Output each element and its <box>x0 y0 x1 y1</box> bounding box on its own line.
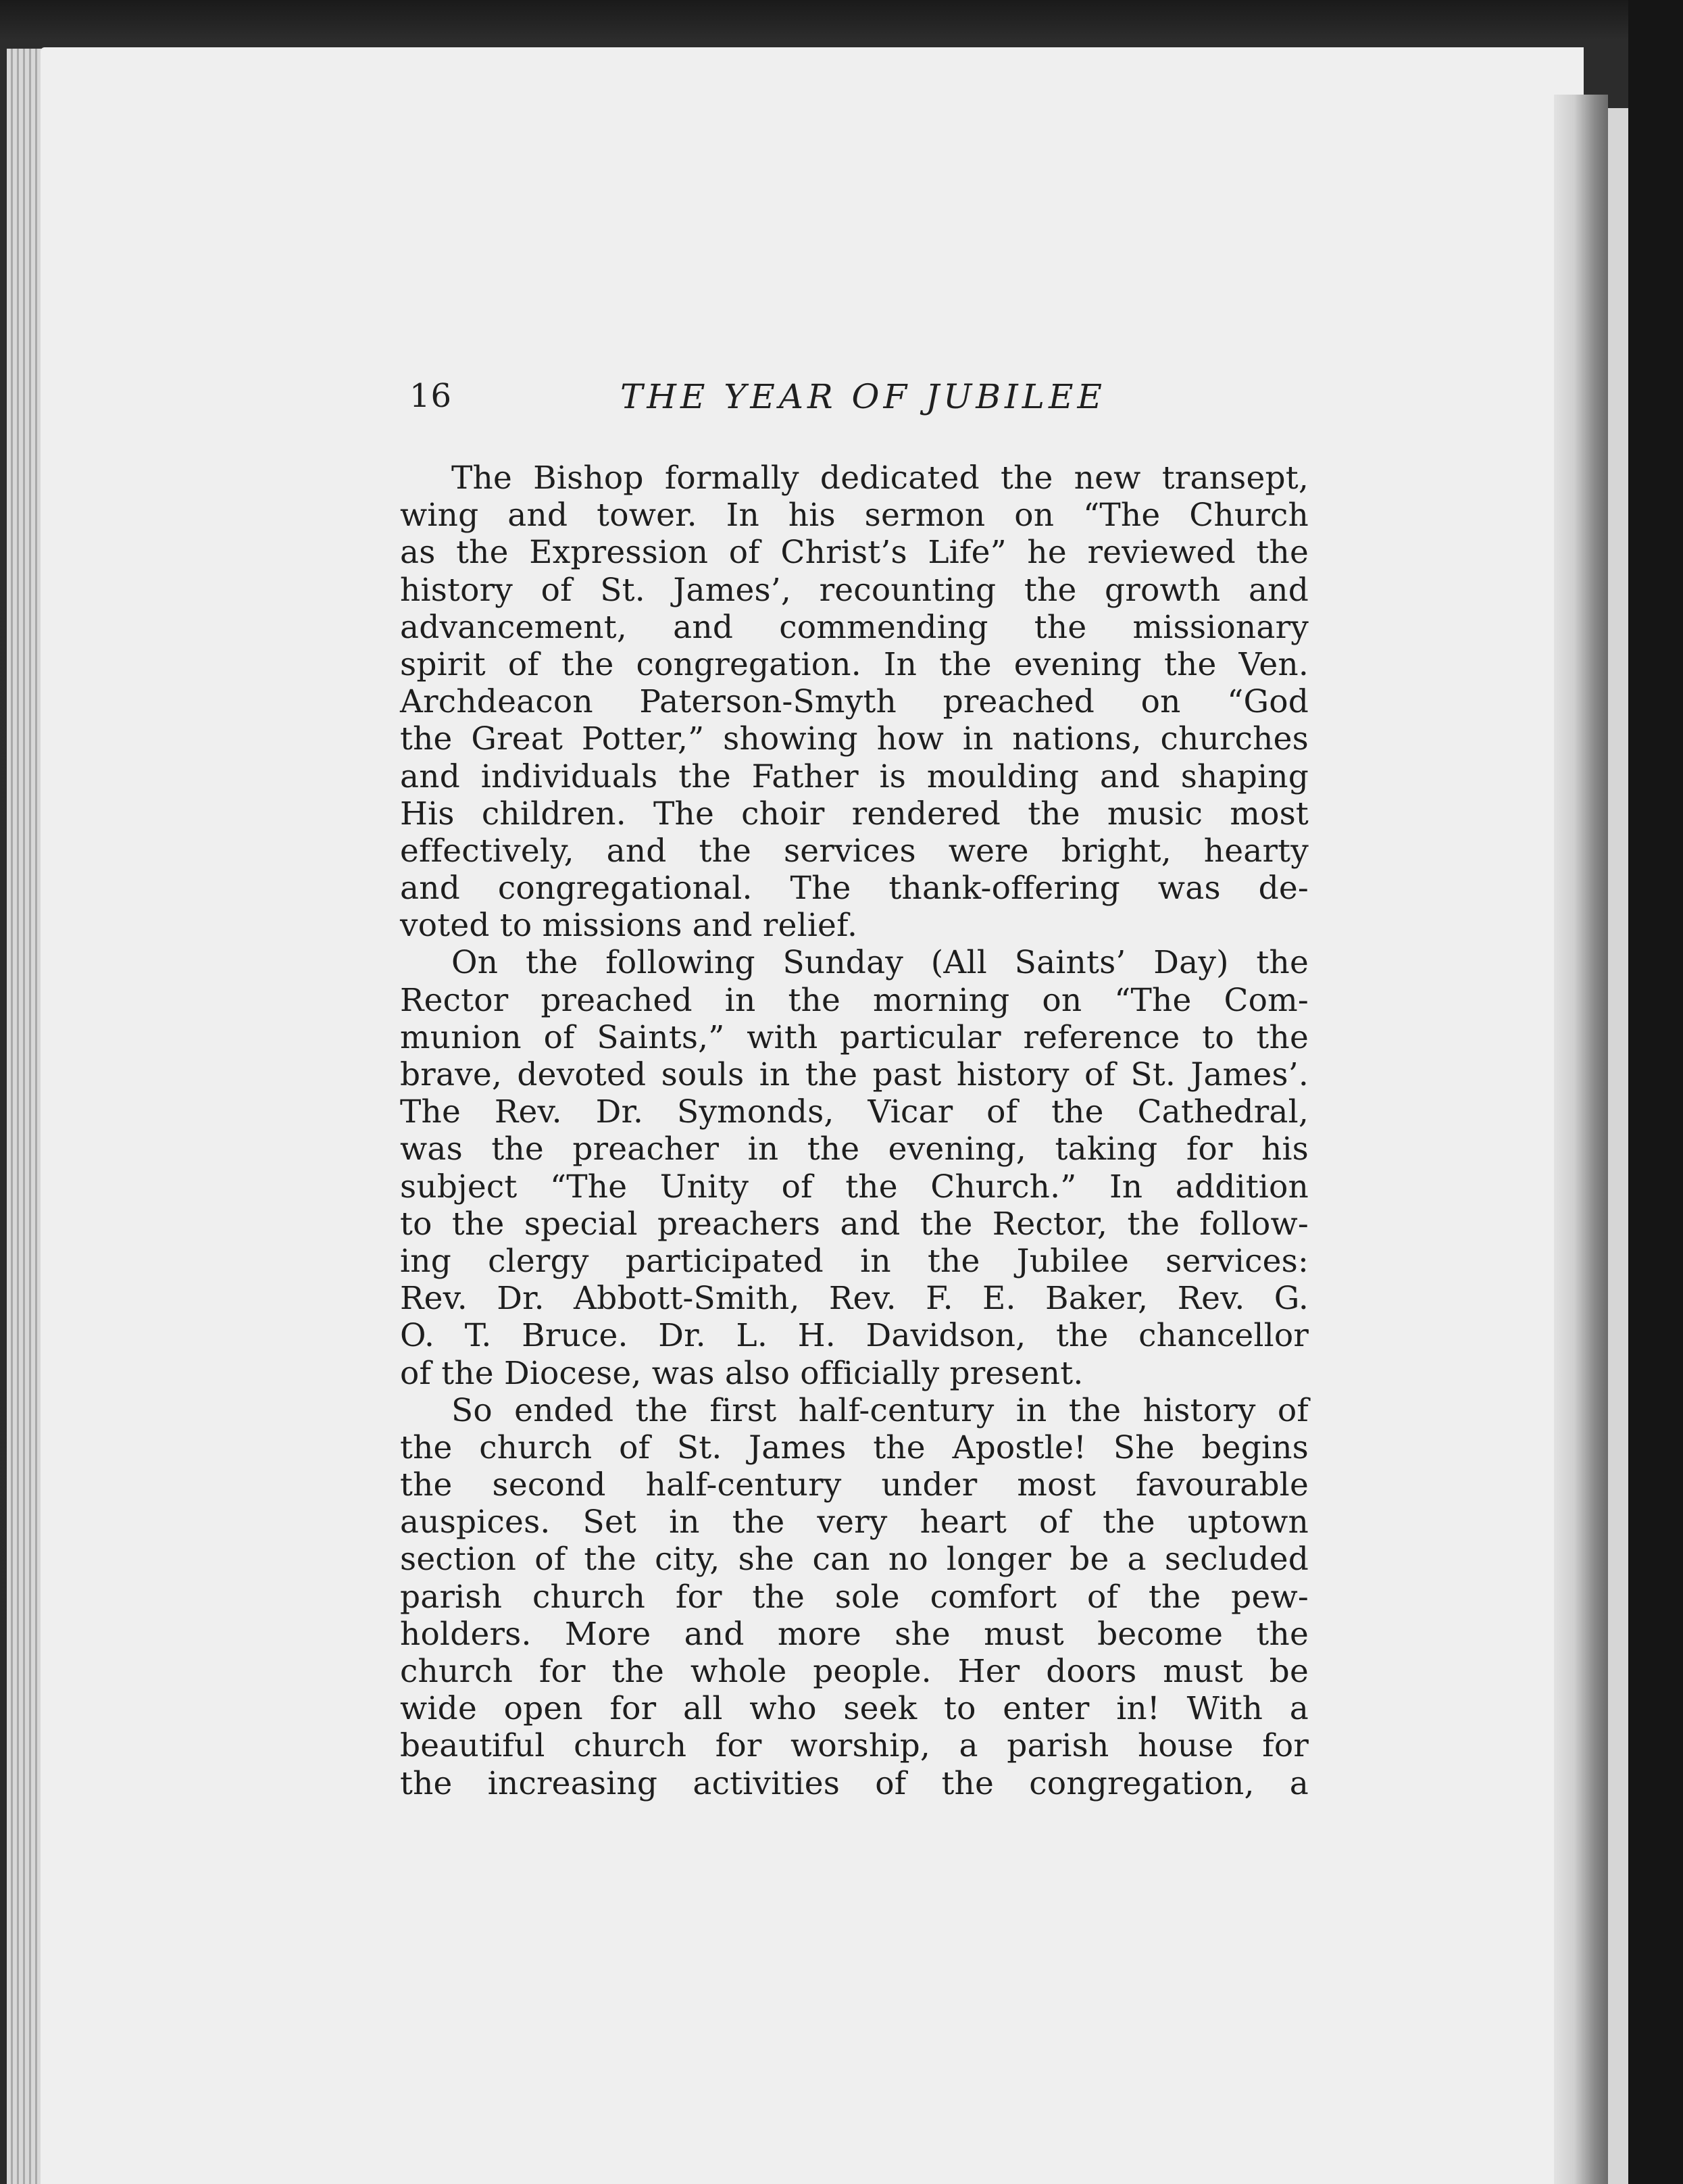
text-line: voted to missions and relief. <box>400 907 858 945</box>
text-line: was the preacher in the evening, taking for his <box>400 1131 1309 1168</box>
body-text <box>400 460 1309 1802</box>
text-line: the Great Potter,” showing how in nations, churches <box>400 720 1309 758</box>
text-line: holders. More and more she must become the <box>400 1615 1309 1653</box>
text-line: effectively, and the services were bright, hearty <box>400 832 1309 870</box>
text-line: His children. The choir rendered the music most <box>400 795 1309 833</box>
text-line: The Rev. Dr. Symonds, Vicar of the Cathedral, <box>400 1093 1309 1131</box>
text-line: parish church for the sole comfort of the pew- <box>400 1578 1309 1616</box>
text-line: Rector preached in the morning on “The Com- <box>400 981 1309 1019</box>
text-line: to the special preachers and the Rector, the follow- <box>400 1205 1309 1243</box>
text-line: history of St. James’, recounting the growth and <box>400 571 1309 609</box>
text-line: as the Expression of Christ’s Life” he reviewed the <box>400 534 1309 572</box>
paragraph-2 <box>400 944 1309 1391</box>
text-line: and individuals the Father is moulding and shaping <box>400 758 1309 795</box>
text-line: section of the city, she can no longer be a secluded <box>400 1541 1309 1579</box>
paragraph-1 <box>400 460 1309 944</box>
text-line: of the Diocese, was also officially present. <box>400 1354 1084 1392</box>
running-title: THE YEAR OF JUBILEE <box>620 377 1106 416</box>
text-line: ing clergy participated in the Jubilee services: <box>400 1242 1309 1280</box>
page-number: 16 <box>409 377 453 415</box>
text-line: O. T. Bruce. Dr. L. H. Davidson, the chancellor <box>400 1317 1309 1355</box>
text-line: beautiful church for worship, a parish house for <box>400 1727 1309 1765</box>
scan-border-right <box>1628 0 1683 2184</box>
text-line: The Bishop formally dedicated the new transept, <box>451 460 1309 497</box>
text-line: the second half-century under most favourable <box>400 1466 1309 1504</box>
text-line: subject “The Unity of the Church.” In addition <box>400 1168 1309 1206</box>
text-line: So ended the first half-century in the history of <box>451 1391 1309 1429</box>
text-line: wing and tower. In his sermon on “The Church <box>400 497 1309 535</box>
text-line: spirit of the congregation. In the evening the Ven. <box>400 645 1309 683</box>
page-gutter-shadow <box>1554 95 1608 2184</box>
text-line: and congregational. The thank-offering was de- <box>400 870 1309 908</box>
text-line: brave, devoted souls in the past history of St. James’. <box>400 1056 1309 1093</box>
running-head <box>409 370 1308 431</box>
text-line: Rev. Dr. Abbott-Smith, Rev. F. E. Baker, Rev. G. <box>400 1280 1309 1318</box>
text-line: church for the whole people. Her doors must be <box>400 1653 1309 1690</box>
facing-page-edge <box>1608 108 1628 2184</box>
text-line: Archdeacon Paterson-Smyth preached on “God <box>400 683 1309 721</box>
text-line: the increasing activities of the congregation, a <box>400 1764 1309 1802</box>
paragraph-3 <box>400 1392 1309 1802</box>
text-line: auspices. Set in the very heart of the uptown <box>400 1504 1309 1541</box>
text-line: the church of St. James the Apostle! She begins <box>400 1429 1309 1466</box>
text-line: On the following Sunday (All Saints’ Day) the <box>451 944 1309 982</box>
text-line: wide open for all who seek to enter in! With a <box>400 1690 1309 1728</box>
text-line: munion of Saints,” with particular reference to the <box>400 1018 1309 1056</box>
text-line: advancement, and commending the missionary <box>400 608 1309 646</box>
